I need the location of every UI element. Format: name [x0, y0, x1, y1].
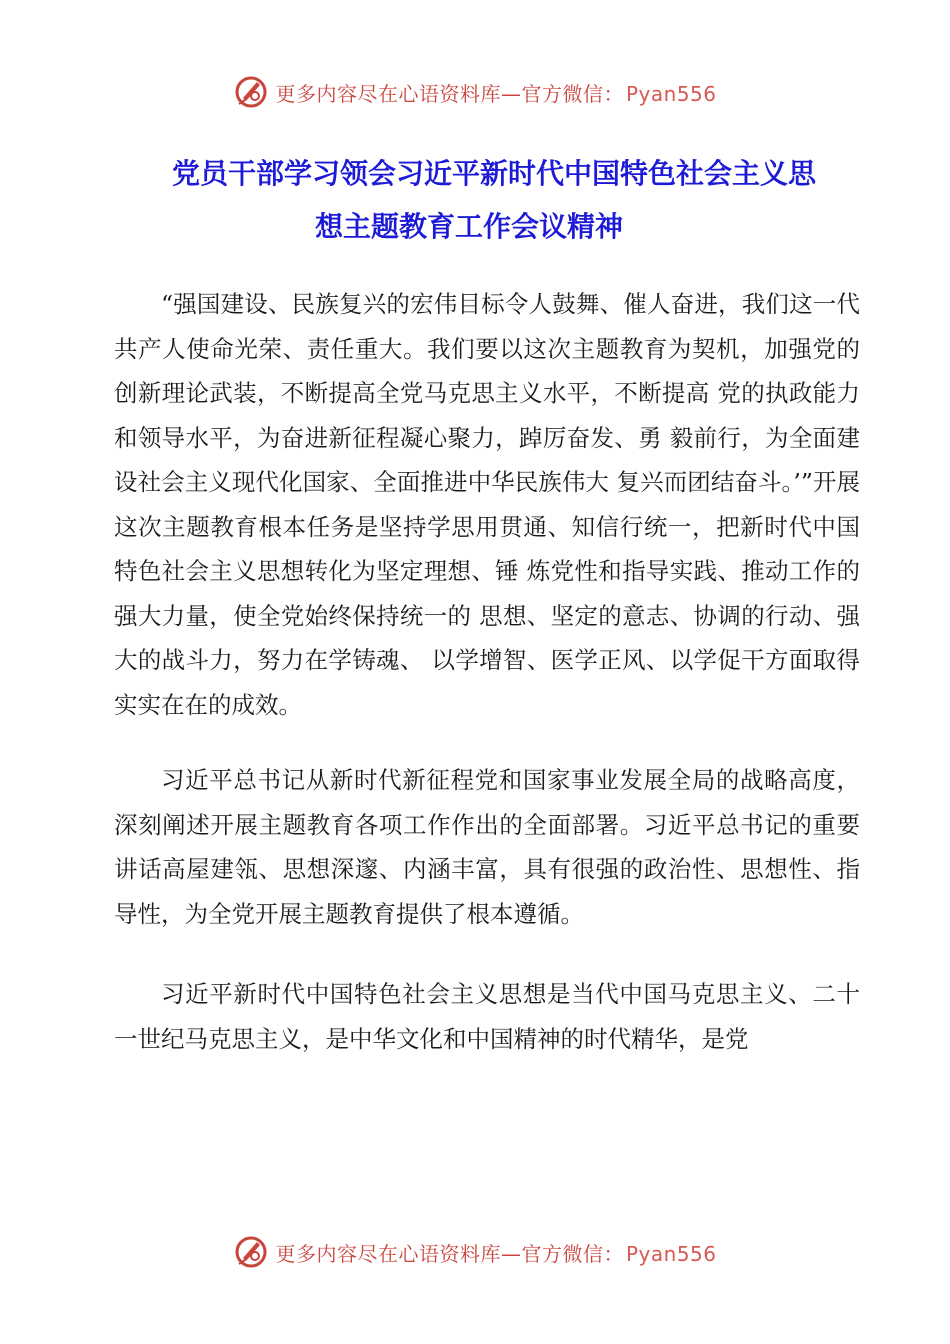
body-paragraph-1: “强国建设、民族复兴的宏伟目标令人鼓舞、催人奋进，我们这一代共产人使命光荣、责任重大。我们要以这次主题教育为契机，加强党的创新理论武装，不断提高全党马克思主义水平，不断提高 党的执政能力和领导水平，为奋进新征程凝心聚力，踔厉奋发、勇 毅前行，为全面建设社会主义现代化国家、全面推进中华民族伟大 复兴而团结奋斗。’”开展这次主题教育根本任务是坚持学思用贯通、知信行统一，把新时代中国特色社会主义思想转化为坚定理想、锤 炼党性和指导实践、推动工作的强大力量，使全党始终保持统一的 思想、坚定的意志、协调的行动、强大的战斗力，努力在学铸魂、 以学增智、医学正风、以学促干方面取得实实在在的成效。 — [114, 290, 860, 719]
quill-seal-icon — [233, 74, 269, 110]
banner-text: 更多内容尽在心语资料库—官方微信： Pyan556 — [275, 81, 717, 106]
document-title-line-2: 想主题教育工作会议精神 — [315, 210, 624, 243]
banner-text: 更多内容尽在心语资料库—官方微信： Pyan556 — [275, 1241, 717, 1266]
document-title-line-1: 党员干部学习领会习近平新时代中国特色社会主义思 — [172, 157, 817, 190]
header-banner — [0, 72, 950, 112]
wechat-id: Pyan556 — [625, 1241, 717, 1266]
footer-banner — [0, 1232, 950, 1272]
body-paragraph-2: 习近平总书记从新时代新征程党和国家事业发展全局的战略高度，深刻阐述开展主题教育各项工作作出的全面部署。习近平总书记的重要讲话高屋建瓴、思想深邃、内涵丰富，具有很强的政治性、思想性、指导性，为全党开展主题教育提供了根本遵循。 — [114, 766, 860, 928]
wechat-id: Pyan556 — [625, 81, 717, 106]
quill-seal-icon — [233, 1234, 269, 1270]
body-paragraph-3: 习近平新时代中国特色社会主义思想是当代中国马克思主义、二十一世纪马克思主义，是中华文化和中国精神的时代精华，是党 — [114, 980, 860, 1053]
